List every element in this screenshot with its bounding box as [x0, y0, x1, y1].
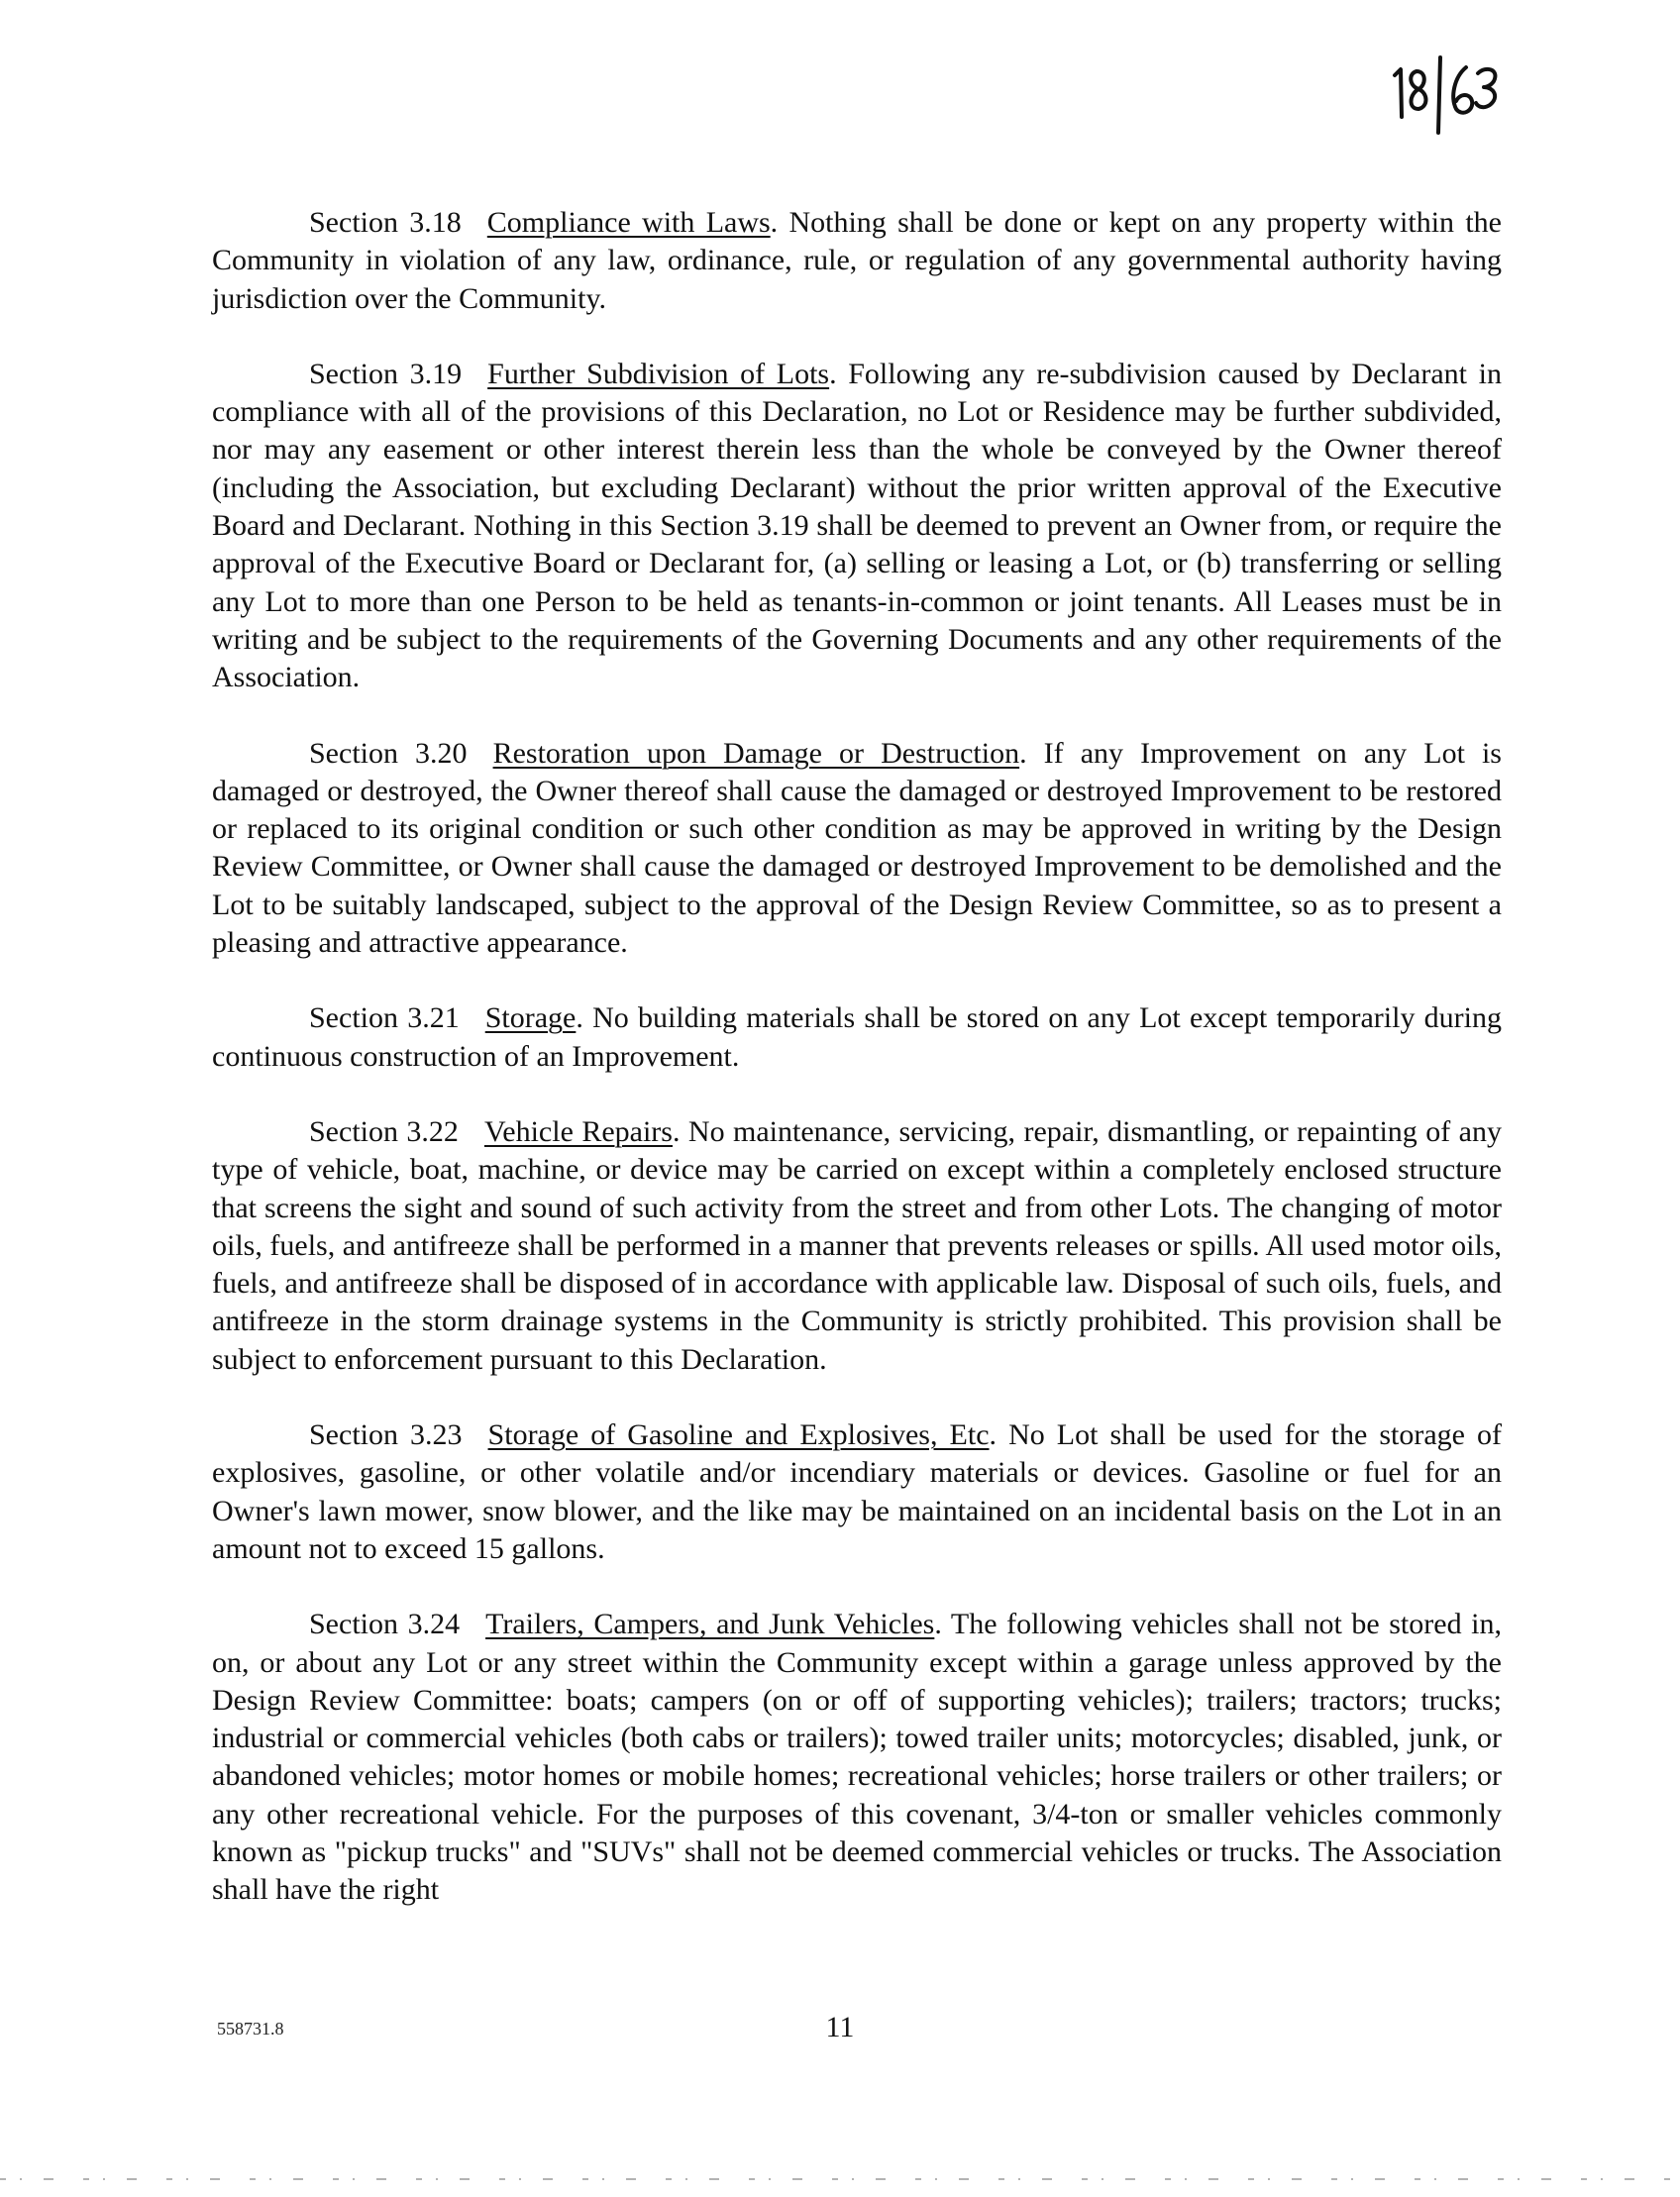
section-3-22	[212, 1113, 1502, 1379]
section-heading: Storage	[484, 1001, 577, 1035]
section-heading: Further Subdivision of Lots	[487, 357, 830, 390]
section-number: Section 3.22	[309, 1114, 459, 1148]
section-3-24	[212, 1606, 1502, 1909]
section-text: . The following vehicles shall not be stored in, on, or about any Lot or any street within the Community except within a garage unless approved by the Design Review Committee: boats; campers (on or off of supporting vehicles); trailers; tractors; trucks; industrial or commercial vehicles (both cabs or trailers); towed trailer units; motorcycles; disabled, junk, or abandoned vehicles; motor homes or mobile homes; recreational vehicles; horse trailers or other trailers; or any other recreational vehicle. For the purposes of this covenant, 3/4-ton or smaller vehicles commonly known as "pickup trucks" and "SUVs" shall not be deemed commercial vehicles or trucks. The Association shall have the right	[212, 1608, 1502, 1907]
section-3-21	[212, 999, 1502, 1076]
section-heading: Trailers, Campers, and Junk Vehicles	[485, 1608, 935, 1641]
section-heading: Vehicle Repairs	[483, 1114, 673, 1148]
section-text: . No building materials shall be stored on any Lot except temporarily during continuous construction of an Improvement.	[212, 1001, 1502, 1073]
section-3-23	[212, 1416, 1502, 1568]
section-heading: Storage of Gasoline and Explosives, Etc	[487, 1418, 990, 1452]
section-heading: Restoration upon Damage or Destruction	[492, 736, 1020, 770]
section-number: Section 3.21	[309, 1001, 460, 1035]
section-number: Section 3.18	[309, 206, 462, 239]
section-heading: Compliance with Laws	[486, 206, 771, 239]
document-id: 558731.8	[217, 2019, 284, 2039]
section-3-18	[212, 204, 1502, 318]
section-number: Section 3.24	[309, 1608, 461, 1641]
section-number: Section 3.20	[309, 736, 468, 770]
declaration-body	[212, 204, 1502, 1947]
section-number: Section 3.23	[309, 1418, 463, 1452]
section-text: . If any Improvement on any Lot is damaged or destroyed, the Owner thereof shall cause the damaged or destroyed Improvement to be restored or replaced to its original condition or such other condition as may be approved in writing by the Design Review Committee, or Owner shall cause the damaged or destroyed Improvement to be demolished and the Lot to be suitably landscaped, subject to the approval of the Design Review Committee, so as to present a pleasing and attractive appearance.	[212, 736, 1502, 960]
section-3-20	[212, 735, 1502, 963]
section-text: . No maintenance, servicing, repair, dismantling, or repainting of any type of vehicle, boat, machine, or device may be carried on except within a completely enclosed structure that screens the sight and sound of such activity from the street and from other Lots. The changing of motor oils, fuels, and antifreeze shall be performed in a manner that prevents releases or spills. All used motor oils, fuels, and antifreeze shall be disposed of in accordance with applicable law. Disposal of such oils, fuels, and antifreeze in the storm drainage systems in the Community is strictly prohibited. This provision shall be subject to enforcement pursuant to this Declaration.	[212, 1114, 1502, 1376]
section-3-19	[212, 356, 1502, 697]
section-text: . Nothing shall be done or kept on any property within the Community in violation of any law, ordinance, rule, or regulation of any governmental authority having jurisdiction over the Community.	[212, 206, 1502, 315]
page-number: 11	[825, 2011, 855, 2043]
section-text: . Following any re-subdivision caused by Declarant in compliance with all of the provisions of this Declaration, no Lot or Residence may be further subdivided, nor may any easement or other interest therein less than the whole be conveyed by the Owner thereof (including the Association, but excluding Declarant) without the prior written approval of the Executive Board and Declarant. Nothing in this Section 3.19 shall be deemed to prevent an Owner from, or require the approval of the Executive Board or Declarant for, (a) selling or leasing a Lot, or (b) transferring or selling any Lot to more than one Person to be held as tenants-in-common or joint tenants. All Leases must be in writing and be subject to the requirements of the Governing Documents and any other requirements of the Association.	[212, 357, 1502, 694]
handwritten-page-reference	[1387, 48, 1506, 137]
section-text: . No Lot shall be used for the storage of explosives, gasoline, or other volatile and/or incendiary materials or devices. Gasoline or fuel for an Owner's lawn mower, snow blower, and the like may be maintained on an incidental basis on the Lot in an amount not to exceed 15 gallons.	[212, 1418, 1502, 1565]
scan-artifact-line	[0, 2177, 1680, 2181]
section-number: Section 3.19	[309, 357, 463, 390]
